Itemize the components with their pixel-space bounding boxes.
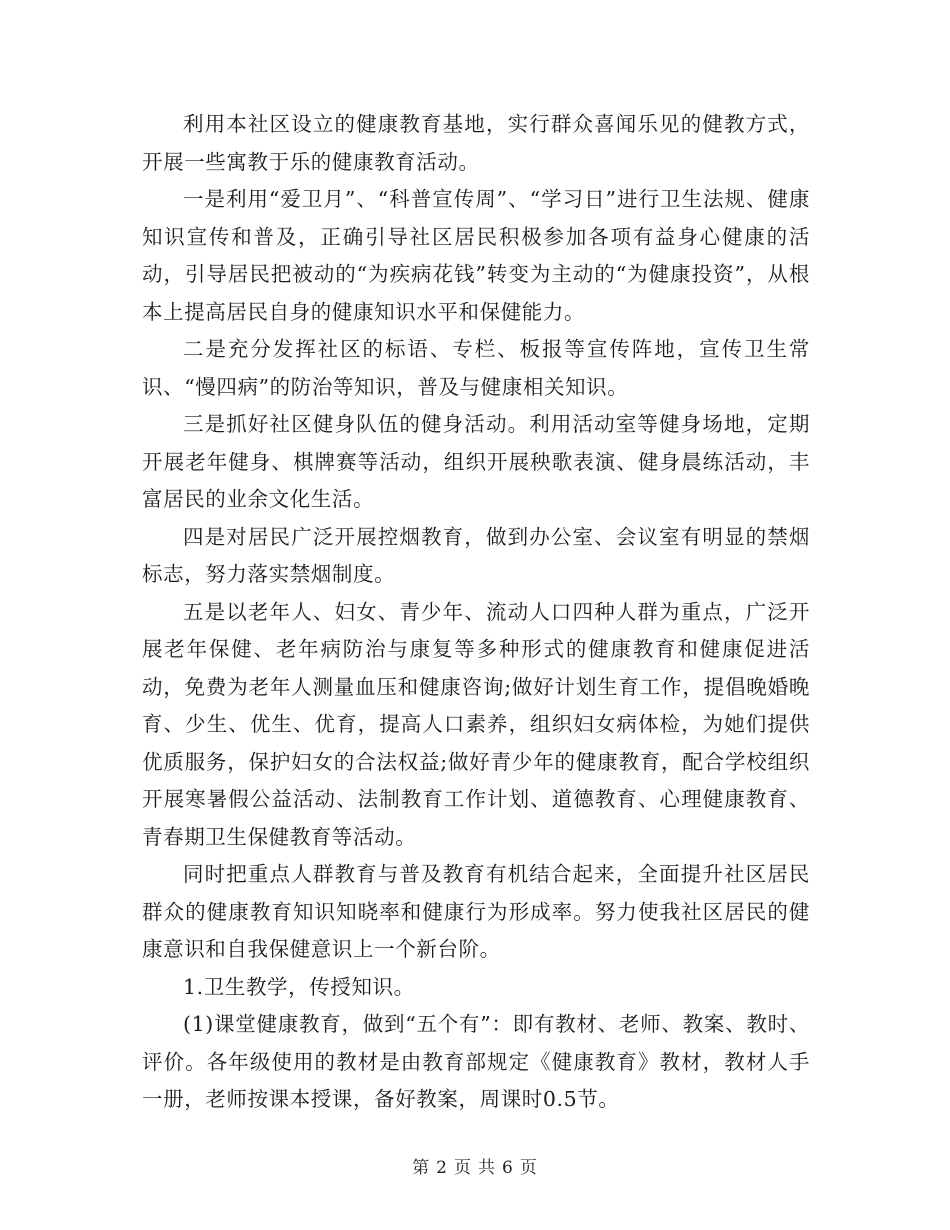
document-body [142, 106, 810, 1119]
section-heading: 1.卫生教学，传授知识。 [183, 974, 415, 999]
paragraph: 一是利用“爱卫月”、“科普宣传周”、“学习日”进行卫生法规、健康知识宣传和普及，正确引导社区居民积极参加各项有益身心健康的活动，引导居民把被动的“为疾病花钱”转变为主动的“为健康投资”，从根本上提高居民自身的健康知识水平和保健能力。 [142, 187, 810, 324]
paragraph: 三是抓好社区健身队伍的健身活动。利用活动室等健身场地，定期开展老年健身、棋牌赛等活动，组织开展秧歌表演、健身晨练活动，丰富居民的业余文化生活。 [142, 412, 810, 511]
paragraph: 利用本社区设立的健康教育基地，实行群众喜闻乐见的健教方式，开展一些寓教于乐的健康教育活动。 [142, 112, 810, 174]
paragraph: 二是充分发挥社区的标语、专栏、板报等宣传阵地，宣传卫生常识、“慢四病”的防治等知识，普及与健康相关知识。 [142, 337, 810, 399]
footer-total-label: 共 [478, 1158, 496, 1178]
footer-suffix: 页 [519, 1158, 538, 1178]
paragraph: 同时把重点人群教育与普及教育有机结合起来，全面提升社区居民群众的健康教育知识知晓率和健康行为形成率。努力使我社区居民的健康意识和自我保健意识上一个新台阶。 [142, 862, 810, 961]
paragraph: 五是以老年人、妇女、青少年、流动人口四种人群为重点，广泛开展老年保健、老年病防治与康复等多种形式的健康教育和健康促进活动，免费为老年人测量血压和健康咨询;做好计划生育工作，提倡晚婚晚育、少生、优生、优育，提高人口素养，组织妇女病体检，为她们提供优质服务，保护妇女的合法权益;做好青少年的健康教育，配合学校组织开展寒暑假公益活动、法制教育工作计划、道德教育、心理健康教育、青春期卫生保健教育等活动。 [142, 599, 810, 849]
page-footer [0, 1153, 950, 1178]
total-pages-number: 6 [502, 1158, 514, 1178]
footer-prefix: 第 [412, 1158, 431, 1178]
footer-page-label: 页 [454, 1158, 472, 1178]
paragraph: 四是对居民广泛开展控烟教育，做到办公室、会议室有明显的禁烟标志，努力落实禁烟制度。 [142, 524, 810, 586]
paragraph: (1)课堂健康教育，做到“五个有”：即有教材、老师、教案、教时、评价。各年级使用的教材是由教育部规定《健康教育》教材，教材人手一册，老师按课本授课，备好教案，周课时0.5节。 [142, 1012, 810, 1111]
current-page-number: 2 [436, 1158, 448, 1178]
